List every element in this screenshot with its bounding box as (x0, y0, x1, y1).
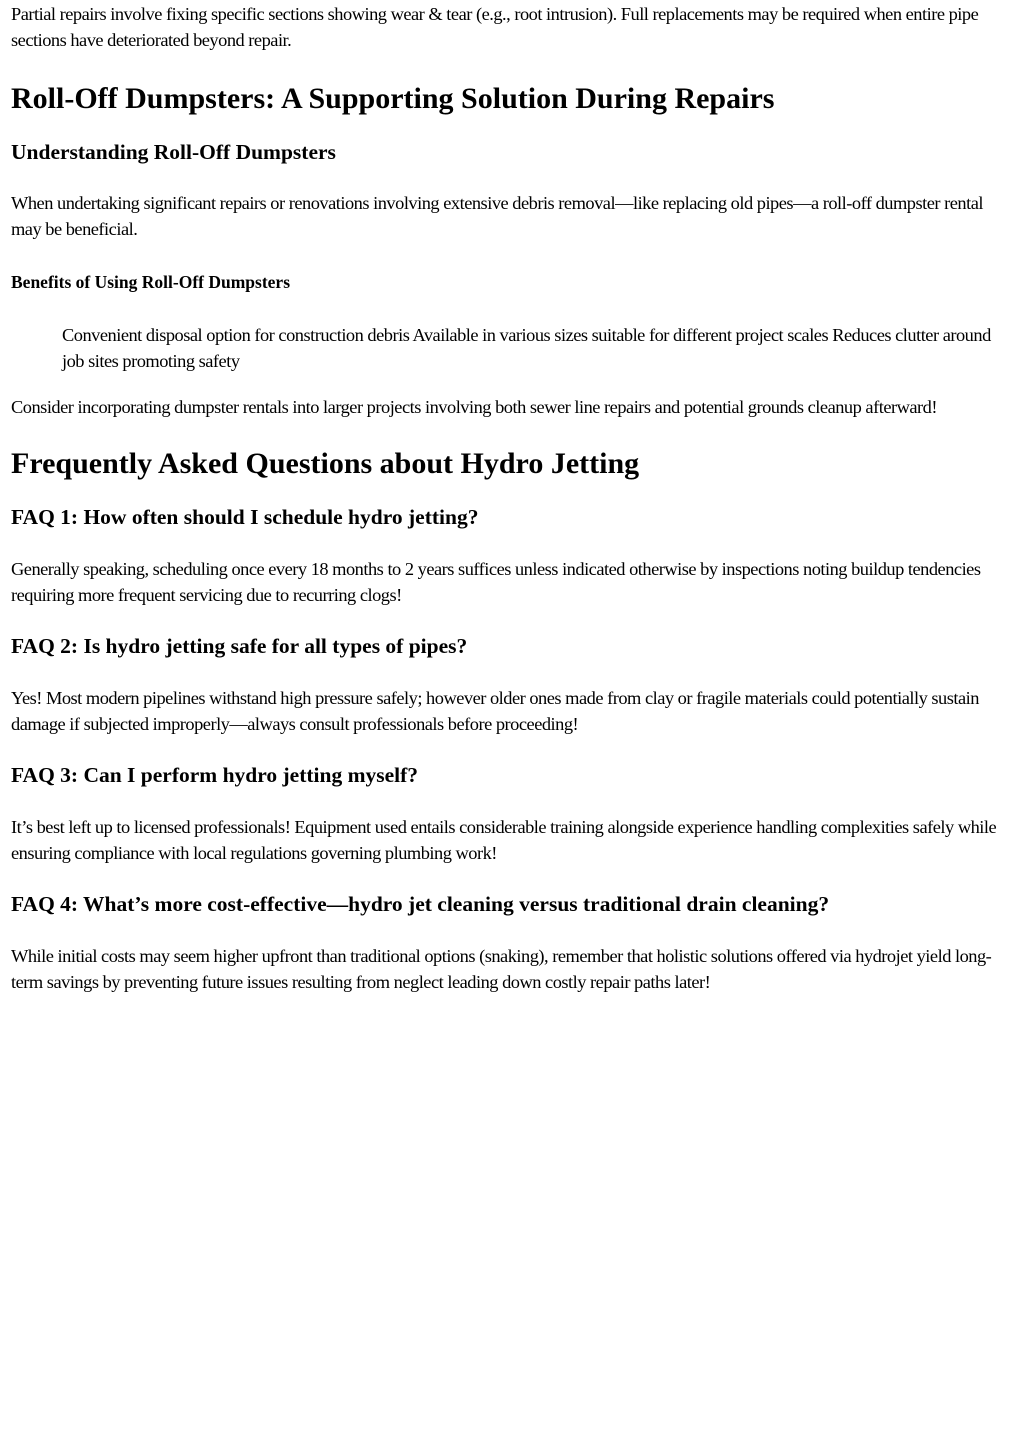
benefits-block (62, 322, 1002, 374)
faq-heading: Frequently Asked Questions about Hydro Jetting (11, 447, 640, 480)
faq-2-question: FAQ 2: Is hydro jetting safe for all types of pipes? (11, 634, 468, 658)
faq-4-answer: While initial costs may seem higher upfront than traditional options (snaking), remember that holistic solutions offered via hydrojet yield long-term savings by preventing future issues resulting from neglect leading down costly repair paths later! (11, 946, 992, 992)
faq-3-question: FAQ 3: Can I perform hydro jetting myself? (11, 763, 419, 787)
understanding-paragraph: When undertaking significant repairs or renovations involving extensive debris removal—like replacing old pipes—a roll-off dumpster rental may be beneficial. (11, 193, 983, 239)
faq-3-answer: It’s best left up to licensed professionals! Equipment used entails considerable training alongside experience handling complexities safely while ensuring compliance with local regulations governing plumbing work! (11, 817, 997, 863)
consider-paragraph: Consider incorporating dumpster rentals into larger projects involving both sewer line repairs and potential grounds cleanup afterward! (11, 397, 937, 417)
document-page (11, 0, 1011, 995)
faq-1-question: FAQ 1: How often should I schedule hydro jetting? (11, 505, 479, 529)
faq-2-answer: Yes! Most modern pipelines withstand high pressure safely; however older ones made from clay or fragile materials could potentially sustain damage if subjected improperly—always consult professionals before proceeding! (11, 688, 979, 734)
intro-paragraph: Partial repairs involve fixing specific sections showing wear & tear (e.g., root intrusion). Full replacements may be required when entire pipe sections have deteriorated beyond repair. (11, 4, 979, 50)
faq-4-question: FAQ 4: What’s more cost-effective—hydro jet cleaning versus traditional drain cleaning? (11, 892, 830, 916)
faq-1-answer: Generally speaking, scheduling once every 18 months to 2 years suffices unless indicated otherwise by inspections noting buildup tendencies requiring more frequent servicing due to recurring clogs! (11, 559, 981, 605)
benefits-paragraph: Convenient disposal option for construction debris Available in various sizes suitable for different project scales Reduces clutter around job sites promoting safety (62, 325, 991, 371)
understanding-heading: Understanding Roll-Off Dumpsters (11, 140, 336, 164)
benefits-heading: Benefits of Using Roll-Off Dumpsters (11, 272, 291, 292)
roll-off-heading: Roll-Off Dumpsters: A Supporting Solution During Repairs (11, 82, 775, 115)
